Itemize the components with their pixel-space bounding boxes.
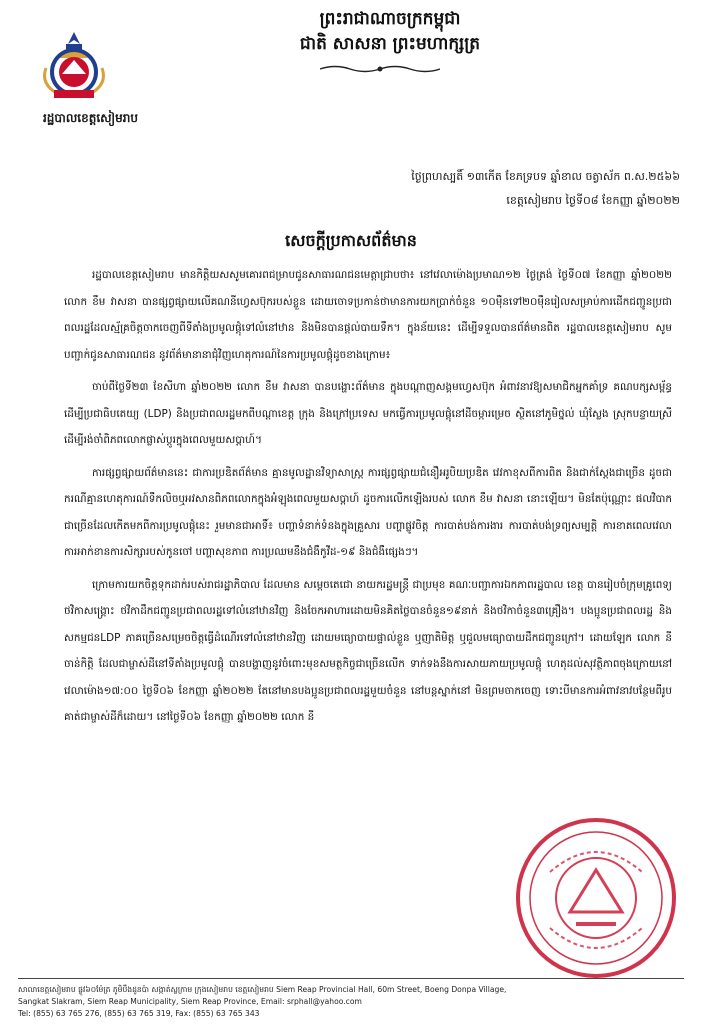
lunar-date: ថ្ងៃព្រហស្បតិ៍ ១៣កើត ខែភទ្របទ ឆ្នាំខាល ចត្វាស័ក ព.ស.២៥៦៦ [411, 170, 680, 183]
footer-contacts: Tel: (855) 63 765 276, (855) 63 765 319, Fax: (855) 63 765 343 [18, 1009, 260, 1018]
paragraph: រដ្ឋបាលខេត្តសៀមរាប មានកិត្តិយសសូមគោរពជម្រាបជូនសាធារណជនមេត្តាជ្រាបថា៖ នៅវេលាម៉ោងប្រមាណ១២ ថ្ងៃត្រង់ ថ្ងៃទី០៧ ខែកញ្ញា ឆ្នាំ២០២២ លោក ខឹម វាសនា បានផ្សព្វផ្សាយលើគណនីហ្វេសប៊ុករបស់ខ្លួន ដោយចោទប្រកាន់ថាមានការយកប្រាក់ចំនួន ១០ម៉ឺនទៅ២០ម៉ឺនរៀលសម្រាប់ការដើកជញ្ជូនប្រជាពលរដ្ឋដែលស្ម័គ្រចិត្តចាកចេញពីទីតាំងប្រមូលផ្តុំទៅលំនៅឋាន និងមិនបានផ្តល់បាយទឹក។ ក្នុងន័យនេះ ដើម្បីទទួលបានព័ត៌មានពិត រដ្ឋបាលខេត្តសៀមរាប សូមបញ្ជាក់ជូនសាធារណជន នូវព័ត៌មានានាជុំវិញហេតុការណ៍នៃការប្រមូលផ្តុំដូចខាងក្រោម៖ [64, 269, 672, 361]
paragraph: ចាប់ពីថ្ងៃទី២៣ ខែសីហា ឆ្នាំ២០២២ លោក ខឹម វាសនា បានបង្ហោះព័ត៌មាន ក្នុងបណ្តាញសង្គមហ្វេសប៊ុក អំពាវនាវឱ្យសមាជិកអ្នកគាំទ្រ គណបក្សសម្ព័ន្ធដើម្បីប្រជាធិបតេយ្យ (LDP) និងប្រជាពលរដ្ឋមកពីបណ្តាខេត្ត ក្រុង និងក្រៅប្រទេស មកធ្វើការប្រមូលផ្តុំនៅដីចម្ការម្រេច ស្ថិតនៅភូមិថ្នល់ ឃុំស្លែង ស្រុកបន្ទាយស្រី ដើម្បីរង់ចាំពិភពលោកផ្លាស់ប្តូរក្នុងពេលមួយសប្តាហ៍។ [64, 381, 672, 446]
kingdom-heading: ព្រះរាជាណាចក្រកម្ពុជា [319, 9, 461, 29]
footer-address-english: Siem Reap Provincial Hall, 60m Street, Boeng Donpa Village, [276, 985, 507, 994]
footer-address [18, 984, 684, 1020]
paragraph: ការផ្សព្វផ្សាយព័ត៌មាននេះ ជាការប្រឌិតព័ត៌មាន គ្មានមូលដ្ឋានវិទ្យាសាស្ត្រ ការផ្សព្វផ្សាយជំនឿអរូបិយប្រឌិត វេវកាខុសពីការពិត និងជាក់ស្តែងជាច្រើន ដូចជាករណីគ្មានហេតុការណ៍ទឹកលិចឬអវសានពិភពលោកក្នុងអំឡុងពេលមួយសប្តាហ៍ ដូចការលើកឡើងរបស់ លោក ខឹម វាសនា នោះឡើយ។ មិនតែប៉ុណ្ណោះ ផលវិបាកជាច្រើនដែលកើតមកពីការប្រមូលផ្តុំនេះ រួមមានជាអាទិ៍៖ បញ្ហាទំនាក់ទំនងក្នុងគ្រួសារ បញ្ហាផ្លូវចិត្ត ការបាត់បង់ការងារ ការបាត់បង់ទ្រព្យសម្បត្តិ ការខាតពេលវេលា ការអាក់ខានការសិក្សារបស់កូនចៅ បញ្ហាសុខភាព ការប្រឈមនឹងជំងឺកូវីដ-១៩ និងជំងឺផ្សេងៗ។ [64, 466, 672, 558]
document-body [64, 262, 672, 737]
letterhead [170, 6, 610, 56]
official-seal-icon [510, 812, 682, 984]
document-title: សេចក្តីប្រកាសព័ត៌មាន [285, 231, 417, 250]
solar-date: ខេត្តសៀមរាប ថ្ងៃទី០៨ ខែកញ្ញា ឆ្នាំ២០២២ [506, 194, 680, 207]
footer-divider [18, 978, 684, 979]
footer-address-line2: Sangkat Slakram, Siem Reap Municipality, Siem Reap Province, Email: srphall@yahoo.com [18, 997, 362, 1006]
ornament-divider-icon [320, 64, 440, 74]
national-motto: ជាតិ សាសនា ព្រះមហាក្សត្រ [299, 34, 481, 54]
provincial-emblem-icon [36, 28, 112, 102]
paragraph: ក្រោមការយកចិត្តទុកដាក់របស់រាជរដ្ឋាភិបាល ដែលមាន សម្តេចតេជោ នាយករដ្ឋមន្ត្រី ជាប្រមុខ គណៈបញ្ជាការឯកភាពរដ្ឋបាល ខេត្ត បានរៀបចំក្រុមគ្រូពេទ្យ ថវិកាសង្គ្រោះ ថវិកាដឹកជញ្ជូនប្រជាពលរដ្ឋទៅលំនៅឋានវិញ និងចែកអាហារដោយមិនគិតថ្លៃបានចំនួន១៩នាក់ និងថវិកាចំនួន៣គ្រឿង។ បងប្អូនប្រជាពលរដ្ឋ និងសកម្មជនLDP ភាគច្រើនសម្រេចចិត្តធ្វើដំណើរទៅលំនៅឋានវិញ ដោយមធ្យោបាយផ្ទាល់ខ្លួន ឬញាតិមិត្ត ឬជួលមធ្យោបាយដឹកជញ្ជូនក្រៅ។ ដោយឡែក លោក នី ចាន់កិត្តិ ដែលជាម្ចាស់ដីនៅទីតាំងប្រមូលផ្តុំ បានបង្ហាញនូវចំពោះមុខសមត្ថកិច្ចជាច្រើនលើក ទាក់ទងនឹងការសាយភាយប្រមូលផ្តុំ ហេតុដល់សុវត្ថិភាពចុងក្រោយនៅវេលាម៉ោង១៧:០០ ថ្ងៃទី០៦ ខែកញ្ញា ឆ្នាំ២០២២ តែនៅមានបងប្អូនប្រជាពលរដ្ឋមួយចំនួន នៅបន្តស្នាក់នៅ មិនព្រមចាកចេញ ទោះបីមានការអំពាវនាវបន្ថែមពីរូបគាត់ជាម្ចាស់ដីក៏ដោយ។ នៅថ្ងៃទី០៦ ខែកញ្ញា ឆ្នាំ២០២២ លោក នី [64, 578, 672, 723]
footer-address-khmer: សាលាខេត្តសៀមរាប ផ្លូវ៦០ម៉ែត្រ ភូមិបឹងដូនប៉ា សង្កាត់ស្លក្រាម ក្រុងសៀមរាប ខេត្តសៀមរាប [18, 985, 274, 994]
office-name: រដ្ឋបាលខេត្តសៀមរាប [43, 111, 138, 125]
